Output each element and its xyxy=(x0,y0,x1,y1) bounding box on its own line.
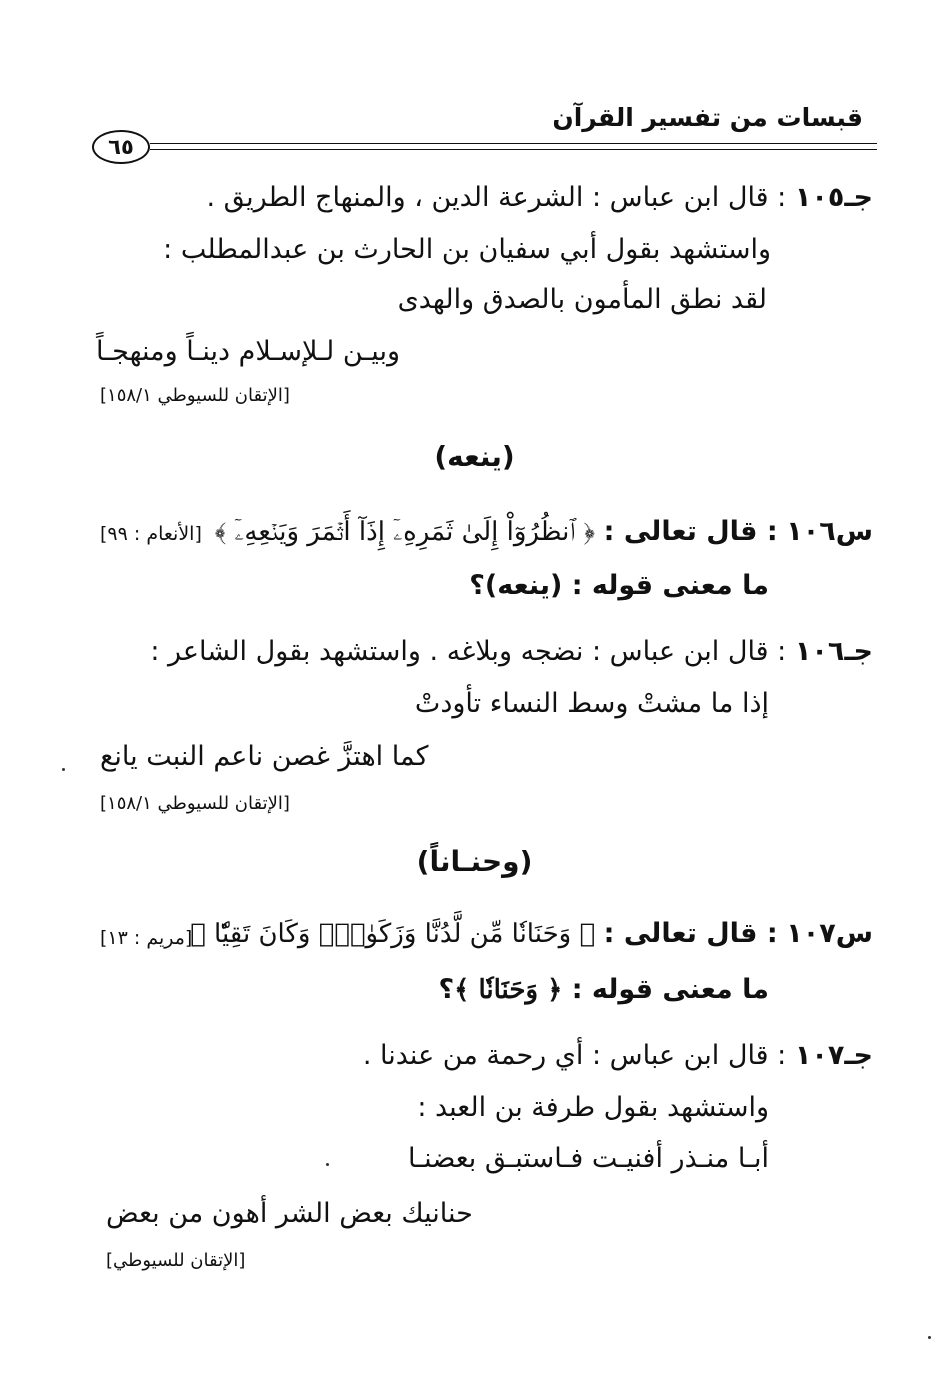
section-heading-107: (وحنـاناً) xyxy=(416,845,533,878)
question-106-reference: [الأنعام : ٩٩] xyxy=(100,523,202,545)
answer-107-label: جـ١٠٧ xyxy=(794,1040,873,1071)
question-107-meaning-quran: ﴿ وَحَنَانٗا ﴾ xyxy=(454,975,563,1005)
answer-106-text: : قال ابن عباس : نضجه وبلاغه . واستشهد بقول الشاعر : xyxy=(150,636,787,667)
question-107-meaning-suffix: ؟ xyxy=(438,974,455,1005)
question-107-intro: : قال تعالى : xyxy=(603,918,778,949)
answer-105-verse-2: وبيـن لـلإسـلام دينـاً ومنهجـاً xyxy=(96,336,401,367)
question-107-meaning-prefix: ما معنى قوله : xyxy=(571,974,769,1005)
answer-105-verse-1: لقد نطق المأمون بالصدق والهدى xyxy=(397,284,767,315)
answer-107-source: [الإتقان للسيوطي] xyxy=(106,1250,246,1271)
running-title: قبسات من تفسير القرآن xyxy=(552,103,863,132)
answer-105-line-2: واستشهد بقول أبي سفيان بن الحارث بن عبدالمطلب : xyxy=(163,234,771,265)
question-107-line-1 xyxy=(190,918,873,949)
question-106-meaning: ما معنى قوله : (ينعه)؟ xyxy=(469,570,769,601)
answer-105-label: جـ١٠٥ xyxy=(794,182,873,213)
answer-107-line-1 xyxy=(363,1040,873,1071)
answer-106-source: [الإتقان للسيوطي ١٥٨/١] xyxy=(100,793,290,814)
answer-106-verse-1: إذا ما مشتْ وسط النساء تأودتْ xyxy=(414,688,769,719)
question-107-meaning xyxy=(439,974,770,1005)
scan-speck xyxy=(326,1163,329,1166)
answer-107-text: : قال ابن عباس : أي رحمة من عندنا . xyxy=(362,1040,787,1071)
answer-105-source: [الإتقان للسيوطي ١٥٨/١] xyxy=(100,385,290,406)
question-106-intro: : قال تعالى : xyxy=(603,516,778,547)
header-rule xyxy=(150,143,877,150)
scan-speck xyxy=(928,1336,931,1339)
answer-106-line-1 xyxy=(150,636,873,667)
page-number: ٦٥ xyxy=(92,130,150,164)
question-107-label: س١٠٧ xyxy=(786,918,873,949)
question-106-quran: ﴿ ٱنظُرُوٓاْ إِلَىٰ ثَمَرِهِۦٓ إِذَآ أَثۡمَرَ وَيَنۡعِهِۦٓ ﴾ xyxy=(214,517,596,547)
question-106-line-1 xyxy=(215,516,873,548)
answer-107-verse-2: حنانيك بعض الشر أهون من بعض xyxy=(106,1198,473,1229)
answer-107-verse-1: أبـا منـذر أفنيـت فـاستبـق بعضنـا xyxy=(408,1143,769,1174)
answer-105-line-1 xyxy=(206,182,873,213)
section-heading-106: (ينعه) xyxy=(434,440,515,473)
answer-106-verse-2: كما اهتزَّ غصن ناعم النبت يانع xyxy=(100,741,429,772)
question-107-reference: [مريم : ١٣] xyxy=(100,927,193,949)
answer-105-text: : قال ابن عباس : الشرعة الدين ، والمنهاج الطريق . xyxy=(206,182,787,213)
question-106-label: س١٠٦ xyxy=(786,516,873,547)
answer-107-line-2: واستشهد بقول طرفة بن العبد : xyxy=(417,1092,769,1123)
question-107-quran: ﴿ وَحَنَانٗا مِّن لَّدُنَّا وَزَكَوٰةٗۖ وَكَانَ تَقِيّٗا ﴾ xyxy=(190,919,596,949)
scan-speck xyxy=(62,768,65,771)
answer-106-label: جـ١٠٦ xyxy=(794,636,873,667)
